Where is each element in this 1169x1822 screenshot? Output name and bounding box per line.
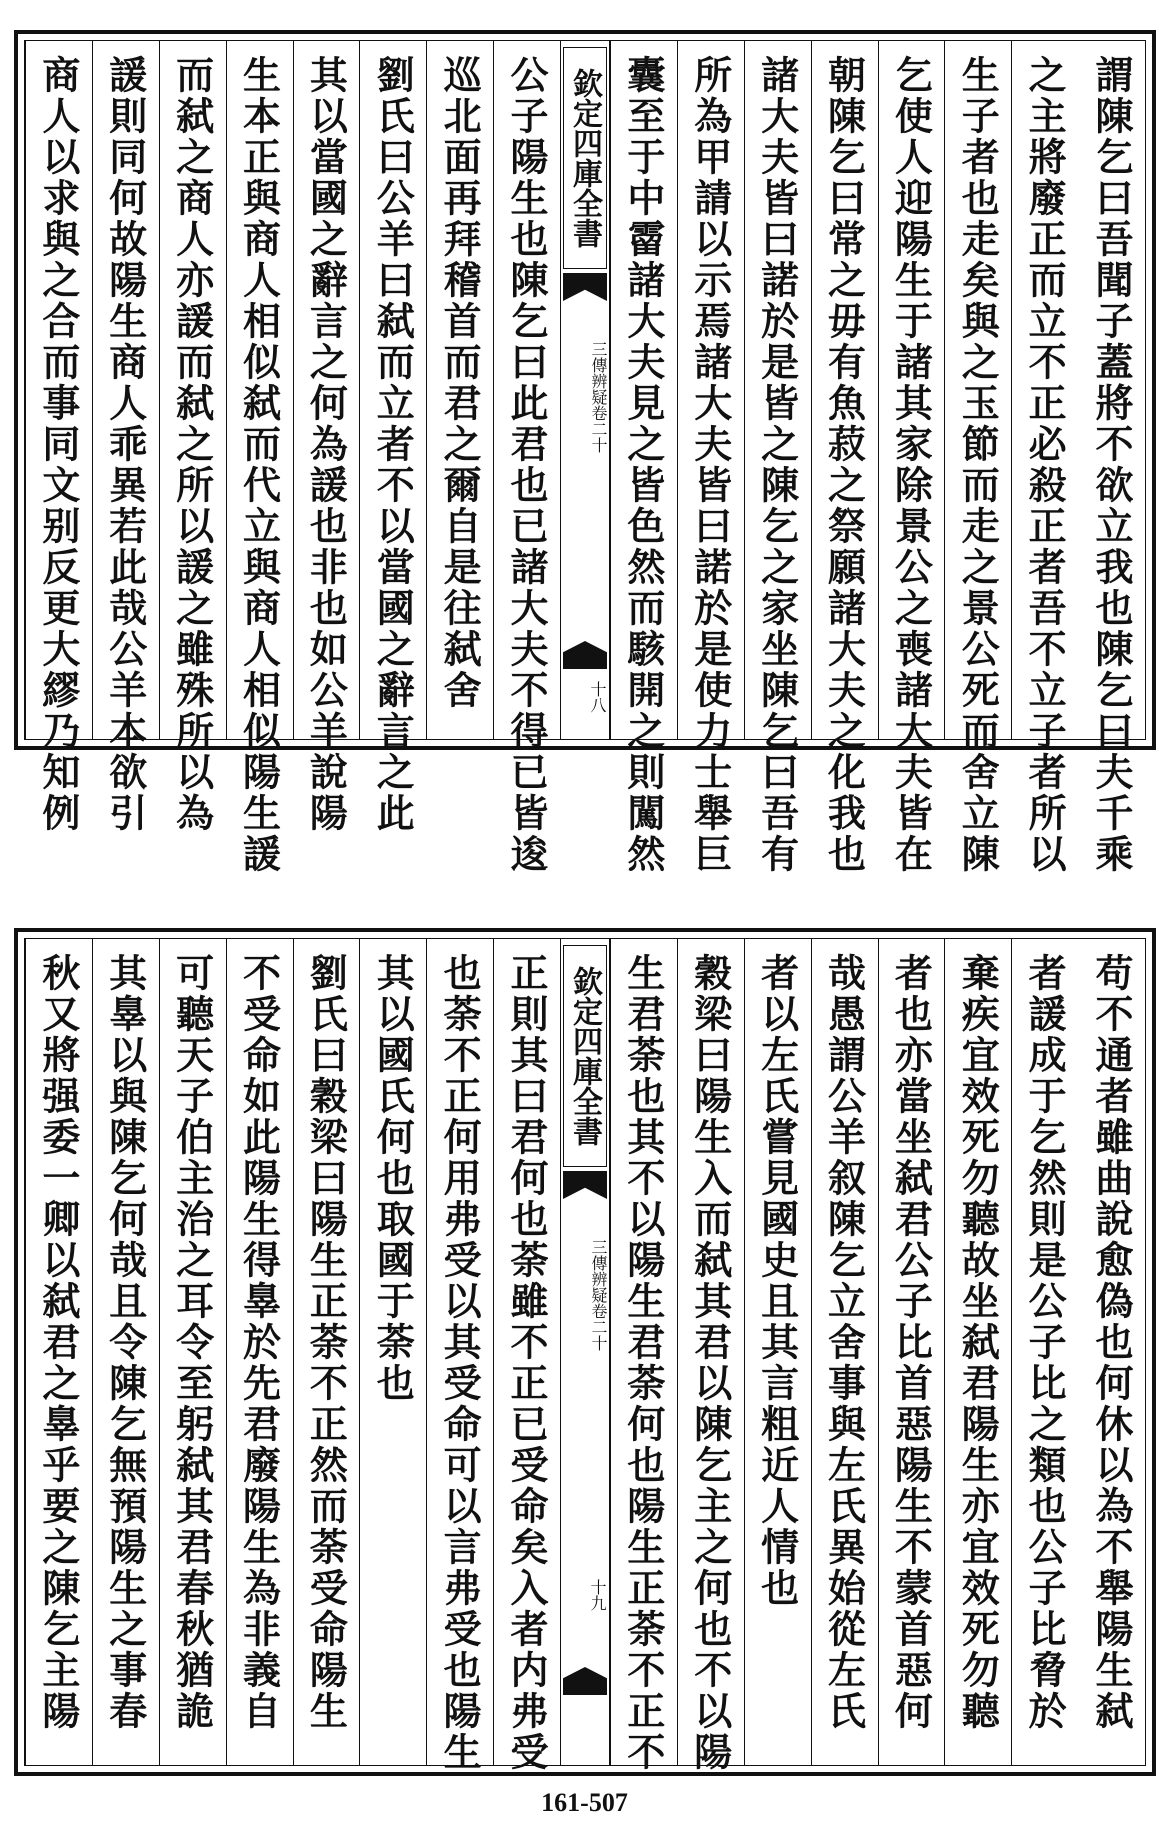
text-column <box>677 41 744 875</box>
column-text: 劉氏曰公羊曰弑而立者不以當國之辭言之此 <box>370 55 416 834</box>
text-column <box>1078 41 1145 875</box>
text-column <box>92 41 159 834</box>
text-column <box>159 41 226 834</box>
text-column <box>293 41 360 834</box>
page-code: 161-507 <box>541 1788 628 1817</box>
column-text: 穀梁曰陽生入而弑其君以陳乞主之何也不以陽 <box>687 953 733 1773</box>
fish-tail-mark <box>563 1171 607 1199</box>
text-column <box>226 939 293 1765</box>
column-text: 生子者也走矣與之玉節而走之景公死而舍立陳 <box>955 55 1001 875</box>
column-text: 而弑之商人亦諼而弑之所以諼之雖殊所以為 <box>169 55 215 834</box>
column-text: 所為甲請以示焉諸大夫皆曰諾於是使力士舉巨 <box>687 55 733 875</box>
column-text: 也荼不正何用弗受以其受命可以言弗受也陽生 <box>437 953 483 1773</box>
text-column <box>25 41 92 834</box>
leaf-number: 十八 <box>588 681 607 713</box>
text-column <box>359 939 426 1765</box>
column-text: 囊至于中霤諸大夫見之皆色然而駭開之則闖然 <box>620 55 666 875</box>
volume-label: 卷二十 <box>589 1303 608 1351</box>
column-text: 正則其曰君何也荼雖不正已受命矣入者内弗受 <box>504 953 549 1773</box>
text-column <box>293 939 360 1765</box>
column-text: 生君荼也其不以陽生君荼何也陽生正荼不正不 <box>620 953 666 1773</box>
fish-tail-mark <box>563 273 607 301</box>
text-column <box>878 939 945 1765</box>
column-text: 諸大夫皆曰諾於是皆之陳乞之家坐陳乞曰吾有 <box>754 55 800 875</box>
column-text: 謂陳乞曰吾聞子蓋將不欲立我也陳乞曰夫千乘 <box>1089 55 1134 875</box>
book-title: 欽定四庫全書 <box>563 945 607 1167</box>
top-page-frame <box>24 40 1146 875</box>
text-column <box>92 939 159 1765</box>
work-volume <box>561 341 609 453</box>
column-text: 者也亦當坐弑君公子比首惡陽生不蒙首惡何 <box>888 953 934 1732</box>
column-text: 秋又將强委一卿以弑君之辠乎要之陳乞主陽 <box>35 953 81 1732</box>
text-column <box>610 41 677 875</box>
text-column <box>1078 939 1145 1765</box>
text-column <box>811 939 878 1765</box>
work-title: 三傳辨疑 <box>589 1239 608 1303</box>
text-column <box>878 41 945 875</box>
center-margin <box>560 939 610 1765</box>
top-page <box>14 30 1156 875</box>
lower-fish-tail-mark <box>563 641 607 669</box>
text-column <box>226 41 293 875</box>
text-column <box>744 41 811 875</box>
leaf-number: 十九 <box>588 1579 607 1611</box>
text-column <box>159 939 226 1765</box>
bottom-page <box>14 928 1156 1776</box>
column-text: 不受命如此陽生得辠於先君廢陽生為非義自 <box>236 953 282 1732</box>
text-column <box>610 939 677 1773</box>
column-text: 其以國氏何也取國于荼也 <box>370 953 416 1404</box>
text-column <box>426 939 493 1773</box>
column-text: 哉愚謂公羊叙陳乞立舍事與左氏異始從左氏 <box>821 953 867 1732</box>
column-text: 其辠以與陳乞何哉且令陳乞無預陽生之事春 <box>102 953 148 1732</box>
text-column <box>744 939 811 1765</box>
book-title: 欽定四庫全書 <box>563 47 607 269</box>
bottom-page-frame <box>24 938 1146 1773</box>
center-margin <box>560 41 610 739</box>
column-text: 劉氏曰穀梁曰陽生正荼不正然而荼受命陽生 <box>303 953 349 1732</box>
column-text: 之主將廢正而立不正必殺正者吾不立子者所以 <box>1022 55 1068 875</box>
column-text: 諼則同何故陽生商人乖異若此哉公羊本欲引 <box>102 55 148 834</box>
column-text: 朝陳乞曰常之毋有魚菽之祭願諸大夫之化我也 <box>821 55 867 875</box>
text-column <box>359 41 426 834</box>
volume-label: 卷二十 <box>589 405 608 453</box>
column-text: 者以左氏嘗見國史且其言粗近人情也 <box>754 953 800 1609</box>
text-column <box>944 939 1011 1765</box>
column-text: 商人以求與之合而事同文别反更大繆乃知例 <box>35 55 81 834</box>
text-column <box>25 939 92 1765</box>
work-volume <box>561 1239 609 1351</box>
column-text: 棄疾宜效死勿聽故坐弑君陽生亦宜效死勿聽 <box>955 953 1001 1732</box>
text-column <box>493 939 560 1773</box>
column-text: 苟不通者雖曲說愈偽也何休以為不舉陽生弑 <box>1089 953 1134 1732</box>
lower-fish-tail-mark <box>563 1667 607 1695</box>
text-column <box>426 41 493 739</box>
column-text: 其以當國之辭言之何為諼也非也如公羊說陽 <box>303 55 349 834</box>
text-column <box>493 41 560 875</box>
text-column <box>677 939 744 1773</box>
column-text: 公子陽生也陳乞曰此君也已諸大夫不得已皆逡 <box>504 55 549 875</box>
column-text: 可聽天子伯主治之耳令至躬弑其君春秋猶詭 <box>169 953 215 1732</box>
text-column <box>944 41 1011 875</box>
column-text: 乞使人迎陽生于諸其家除景公之喪諸大夫皆在 <box>888 55 934 875</box>
column-text: 者諼成于乞然則是公子比之類也公子比脅於 <box>1022 953 1068 1732</box>
column-text: 巡北面再拜稽首而君之爾自是往弑舍 <box>437 55 483 711</box>
column-text: 生本正與商人相似弑而代立與商人相似陽生諼 <box>236 55 282 875</box>
text-column <box>1011 41 1078 875</box>
text-column <box>811 41 878 875</box>
text-column <box>1011 939 1078 1765</box>
work-title: 三傳辨疑 <box>589 341 608 405</box>
